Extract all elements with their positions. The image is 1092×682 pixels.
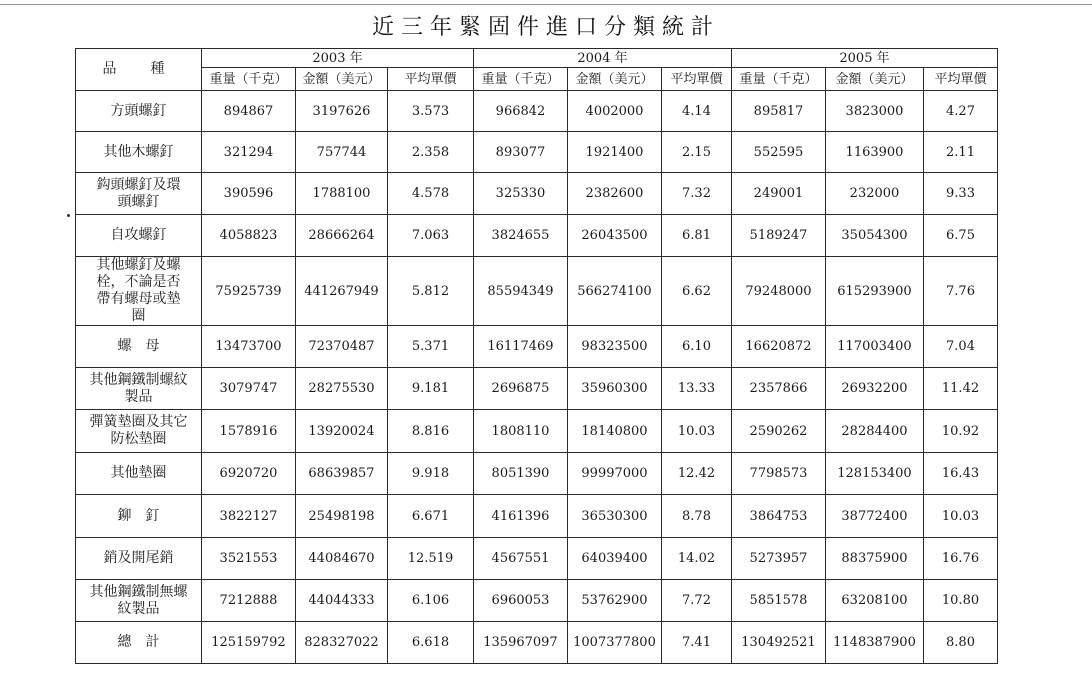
cell-amount-2003: 28666264 (296, 215, 388, 257)
cell-avg-price-2004: 13.33 (662, 368, 732, 410)
amount-header: 金額（美元） (826, 68, 924, 91)
row-label (76, 257, 202, 326)
cell-weight-2004: 2696875 (474, 368, 568, 410)
cell-weight-2004: 4567551 (474, 538, 568, 580)
cell-avg-price-2003: 3.573 (388, 91, 474, 132)
avg-price-header: 平均單價 (388, 68, 474, 91)
cell-amount-2004: 2382600 (568, 173, 662, 215)
row-label (76, 173, 202, 215)
cell-weight-2004: 16117469 (474, 326, 568, 368)
cell-amount-2004: 1921400 (568, 132, 662, 173)
cell-amount-2003: 44044333 (296, 580, 388, 622)
amount-header: 金額（美元） (568, 68, 662, 91)
cell-amount-2003: 3197626 (296, 91, 388, 132)
row-label-text: 其他墊圈 (110, 465, 167, 481)
cell-avg-price-2005: 9.33 (924, 173, 998, 215)
cell-amount-2003: 44084670 (296, 538, 388, 580)
cell-weight-2004: 85594349 (474, 257, 568, 326)
import-statistics-table (75, 48, 998, 664)
cell-avg-price-2003: 4.578 (388, 173, 474, 215)
cell-avg-price-2005: 16.43 (924, 453, 998, 495)
cell-weight-2005: 5189247 (732, 215, 826, 257)
cell-amount-2005: 3823000 (826, 91, 924, 132)
cell-amount-2004: 99997000 (568, 453, 662, 495)
row-label-text: 彈簧墊圈及其它防松墊圈 (89, 414, 188, 447)
cell-amount-2004: 26043500 (568, 215, 662, 257)
table-row (76, 538, 998, 580)
cell-avg-price-2004: 8.78 (662, 495, 732, 538)
row-label (76, 622, 202, 664)
avg-price-header: 平均單價 (924, 68, 998, 91)
sub-header-row (76, 68, 998, 91)
cell-avg-price-2003: 6.618 (388, 622, 474, 664)
scan-top-rule (0, 4, 1092, 5)
cell-avg-price-2005: 6.75 (924, 215, 998, 257)
cell-amount-2004: 53762900 (568, 580, 662, 622)
item-header: 品 種 (76, 49, 202, 91)
table-row (76, 91, 998, 132)
cell-avg-price-2004: 6.62 (662, 257, 732, 326)
cell-avg-price-2004: 7.32 (662, 173, 732, 215)
cell-weight-2005: 16620872 (732, 326, 826, 368)
cell-amount-2003: 68639857 (296, 453, 388, 495)
cell-avg-price-2005: 7.76 (924, 257, 998, 326)
cell-weight-2003: 75925739 (202, 257, 296, 326)
cell-amount-2005: 38772400 (826, 495, 924, 538)
page-title: 近三年緊固件進口分類統計 (371, 15, 720, 40)
cell-weight-2004: 1808110 (474, 410, 568, 453)
cell-amount-2005: 88375900 (826, 538, 924, 580)
cell-amount-2005: 117003400 (826, 326, 924, 368)
cell-weight-2005: 130492521 (732, 622, 826, 664)
row-label (76, 453, 202, 495)
cell-amount-2003: 441267949 (296, 257, 388, 326)
cell-weight-2003: 3079747 (202, 368, 296, 410)
cell-avg-price-2003: 9.918 (388, 453, 474, 495)
row-label-text: 其他螺釘及螺栓，不論是否帶有螺母或墊圈 (96, 257, 181, 324)
cell-amount-2004: 566274100 (568, 257, 662, 326)
row-label (76, 580, 202, 622)
cell-weight-2004: 966842 (474, 91, 568, 132)
cell-amount-2004: 64039400 (568, 538, 662, 580)
table-row (76, 453, 998, 495)
cell-weight-2005: 2357866 (732, 368, 826, 410)
cell-avg-price-2004: 7.72 (662, 580, 732, 622)
cell-avg-price-2003: 9.181 (388, 368, 474, 410)
table-row (76, 326, 998, 368)
cell-avg-price-2003: 7.063 (388, 215, 474, 257)
cell-weight-2003: 3521553 (202, 538, 296, 580)
cell-weight-2003: 321294 (202, 132, 296, 173)
cell-avg-price-2004: 10.03 (662, 410, 732, 453)
cell-amount-2005: 232000 (826, 173, 924, 215)
year-header-2004: 2004 年 (474, 49, 732, 68)
avg-price-header: 平均單價 (662, 68, 732, 91)
cell-amount-2004: 35960300 (568, 368, 662, 410)
cell-amount-2003: 28275530 (296, 368, 388, 410)
cell-amount-2005: 1148387900 (826, 622, 924, 664)
cell-amount-2004: 36530300 (568, 495, 662, 538)
cell-avg-price-2003: 2.358 (388, 132, 474, 173)
cell-avg-price-2004: 6.81 (662, 215, 732, 257)
row-label-text: 鈎頭螺釘及環頭螺釘 (96, 176, 181, 210)
cell-weight-2005: 552595 (732, 132, 826, 173)
cell-amount-2005: 63208100 (826, 580, 924, 622)
cell-amount-2005: 35054300 (826, 215, 924, 257)
cell-avg-price-2003: 6.106 (388, 580, 474, 622)
cell-avg-price-2005: 8.80 (924, 622, 998, 664)
cell-avg-price-2005: 16.76 (924, 538, 998, 580)
cell-weight-2004: 3824655 (474, 215, 568, 257)
cell-avg-price-2005: 11.42 (924, 368, 998, 410)
row-label-text: 螺 母 (117, 338, 160, 354)
table-body (76, 91, 998, 664)
year-header-2003: 2003 年 (202, 49, 474, 68)
cell-amount-2003: 757744 (296, 132, 388, 173)
table-row (76, 173, 998, 215)
cell-amount-2003: 1788100 (296, 173, 388, 215)
row-label-text: 其他鋼鐵制無螺紋製品 (89, 583, 188, 617)
year-header-row (76, 49, 998, 68)
cell-weight-2003: 4058823 (202, 215, 296, 257)
cell-avg-price-2003: 8.816 (388, 410, 474, 453)
year-header-2005: 2005 年 (732, 49, 998, 68)
cell-weight-2004: 6960053 (474, 580, 568, 622)
table-row (76, 495, 998, 538)
table-row (76, 257, 998, 326)
cell-avg-price-2004: 2.15 (662, 132, 732, 173)
cell-weight-2004: 135967097 (474, 622, 568, 664)
table-row (76, 132, 998, 173)
row-label-text: 自攻螺釘 (110, 227, 167, 243)
cell-amount-2003: 13920024 (296, 410, 388, 453)
row-label (76, 326, 202, 368)
cell-amount-2005: 615293900 (826, 257, 924, 326)
cell-weight-2003: 6920720 (202, 453, 296, 495)
cell-avg-price-2005: 7.04 (924, 326, 998, 368)
cell-weight-2005: 5273957 (732, 538, 826, 580)
cell-amount-2003: 72370487 (296, 326, 388, 368)
row-label (76, 410, 202, 453)
cell-amount-2004: 1007377800 (568, 622, 662, 664)
row-label-text: 方頭螺釘 (110, 102, 167, 119)
cell-weight-2005: 895817 (732, 91, 826, 132)
cell-amount-2005: 26932200 (826, 368, 924, 410)
row-label (76, 495, 202, 538)
row-label-text: 其他木螺釘 (103, 143, 174, 160)
cell-avg-price-2004: 7.41 (662, 622, 732, 664)
row-label (76, 538, 202, 580)
cell-avg-price-2004: 12.42 (662, 453, 732, 495)
table-row (76, 410, 998, 453)
cell-weight-2003: 7212888 (202, 580, 296, 622)
cell-avg-price-2005: 10.92 (924, 410, 998, 453)
cell-weight-2004: 4161396 (474, 495, 568, 538)
cell-weight-2005: 5851578 (732, 580, 826, 622)
table-row (76, 622, 998, 664)
row-label (76, 368, 202, 410)
cell-weight-2004: 325330 (474, 173, 568, 215)
cell-amount-2003: 25498198 (296, 495, 388, 538)
row-label (76, 91, 202, 132)
row-label-text: 鉚 釘 (117, 507, 160, 524)
cell-weight-2003: 125159792 (202, 622, 296, 664)
cell-amount-2003: 828327022 (296, 622, 388, 664)
weight-header: 重量（千克） (202, 68, 296, 91)
row-label-text: 其他鋼鐵制螺紋製品 (89, 371, 188, 405)
cell-amount-2004: 4002000 (568, 91, 662, 132)
cell-avg-price-2005: 10.03 (924, 495, 998, 538)
row-label-text: 總 計 (117, 634, 160, 650)
cell-weight-2004: 8051390 (474, 453, 568, 495)
row-label (76, 215, 202, 257)
cell-avg-price-2005: 2.11 (924, 132, 998, 173)
cell-weight-2004: 893077 (474, 132, 568, 173)
cell-avg-price-2004: 4.14 (662, 91, 732, 132)
row-label-text: 銷及開尾銷 (103, 550, 174, 566)
weight-header: 重量（千克） (732, 68, 826, 91)
cell-avg-price-2003: 6.671 (388, 495, 474, 538)
cell-amount-2005: 28284400 (826, 410, 924, 453)
table-row (76, 215, 998, 257)
cell-avg-price-2004: 6.10 (662, 326, 732, 368)
cell-avg-price-2005: 10.80 (924, 580, 998, 622)
cell-avg-price-2005: 4.27 (924, 91, 998, 132)
cell-avg-price-2004: 14.02 (662, 538, 732, 580)
amount-header: 金額（美元） (296, 68, 388, 91)
cell-avg-price-2003: 12.519 (388, 538, 474, 580)
cell-weight-2003: 1578916 (202, 410, 296, 453)
cell-weight-2005: 79248000 (732, 257, 826, 326)
cell-weight-2003: 3822127 (202, 495, 296, 538)
table-row (76, 580, 998, 622)
weight-header: 重量（千克） (474, 68, 568, 91)
cell-weight-2003: 390596 (202, 173, 296, 215)
cell-amount-2004: 98323500 (568, 326, 662, 368)
cell-amount-2004: 18140800 (568, 410, 662, 453)
cell-weight-2005: 2590262 (732, 410, 826, 453)
cell-amount-2005: 128153400 (826, 453, 924, 495)
table-row (76, 368, 998, 410)
cell-weight-2005: 249001 (732, 173, 826, 215)
cell-avg-price-2003: 5.371 (388, 326, 474, 368)
cell-weight-2003: 13473700 (202, 326, 296, 368)
cell-weight-2003: 894867 (202, 91, 296, 132)
cell-amount-2005: 1163900 (826, 132, 924, 173)
cell-weight-2005: 7798573 (732, 453, 826, 495)
scan-speck (67, 214, 70, 217)
cell-avg-price-2003: 5.812 (388, 257, 474, 326)
row-label (76, 132, 202, 173)
cell-weight-2005: 3864753 (732, 495, 826, 538)
